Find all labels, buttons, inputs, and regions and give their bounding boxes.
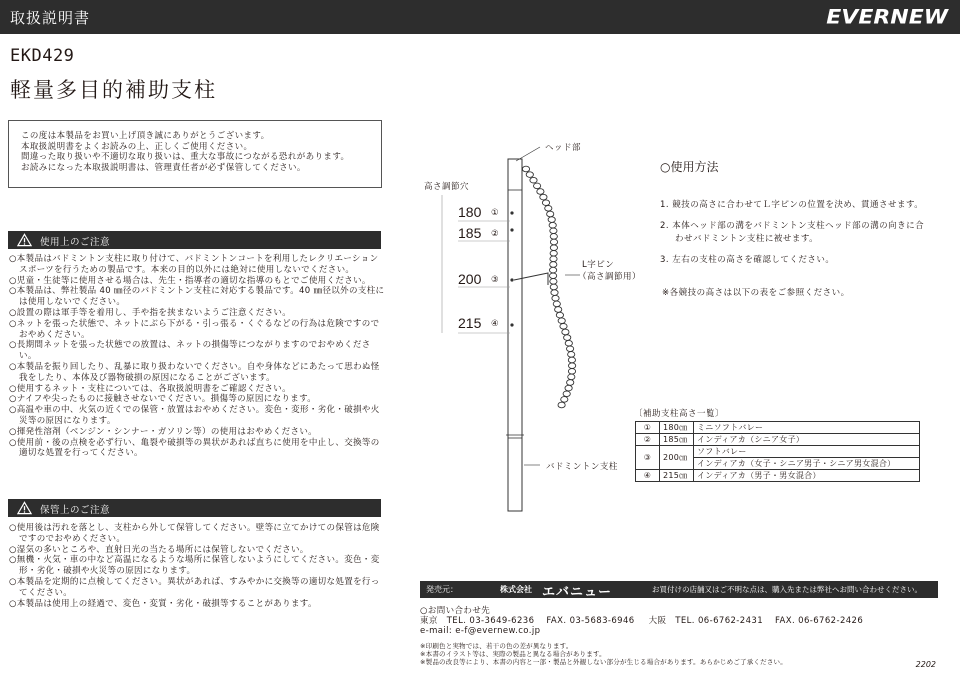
pin-sublabel: （高さ調節用）	[578, 272, 642, 282]
product-code: EKD429	[10, 46, 75, 66]
chain-bead	[545, 206, 552, 212]
chain-bead	[548, 217, 555, 223]
list-item: ○使用前・後の点検を必ず行い、亀裂や破損等の異状があれば直ちに使用を中止し、交換等の適切な処置を行ってください。	[9, 437, 380, 459]
chain-bead	[542, 200, 549, 206]
height-table	[635, 421, 920, 482]
table-cell: ソフトバレー	[694, 446, 920, 458]
chain-bead	[556, 312, 563, 318]
usage-step: 3. 左右の支柱の高さを確認してください。	[660, 255, 835, 265]
chain-bead	[534, 183, 541, 189]
chain-bead	[537, 189, 544, 195]
list-item: ○児童・生徒等に使用させる場合は、先生・指導者の適切な指導のもとでご使用ください。	[9, 275, 371, 286]
table-cell: インディアカ（シニア女子）	[694, 434, 920, 446]
table-row	[636, 446, 920, 458]
contact-phones	[420, 616, 940, 626]
table-cell: ①	[636, 422, 660, 434]
height-value: 185	[458, 225, 482, 241]
height-holes-label: 高さ調節穴	[424, 182, 470, 192]
header-bar	[0, 0, 960, 34]
table-cell: 200㎝	[660, 446, 694, 470]
height-value: 215	[458, 315, 482, 331]
chain-bead	[552, 295, 559, 301]
table-row	[636, 434, 920, 446]
usage-step: 1. 競技の高さに合わせてＬ字ピンの位置を決め、貫通させます。	[660, 200, 924, 210]
chain-bead	[563, 391, 570, 397]
chain-bead	[564, 335, 571, 341]
table-cell: 185㎝	[660, 434, 694, 446]
chain-bead	[550, 234, 557, 240]
table-cell: ④	[636, 470, 660, 482]
product-name: 軽量多目的補助支柱	[10, 78, 217, 102]
list-item: ○本製品はバドミントン支柱に取り付けて、バドミントンコートを利用したレクリエーションスポーツを行うための製品です。本来の目的以外には絶対に使用しないでください。	[9, 254, 379, 275]
chain-bead	[550, 251, 557, 257]
use-caution-heading: 使用上のご注意	[40, 237, 111, 248]
list-item: ○本製品を定期的に点検してください。異状があれば、すみやかに交換等の適切な処置を行ってください。	[9, 576, 380, 598]
intro-line: お読みになった本取扱説明書は、管理責任者が必ず保管してください。	[21, 162, 306, 173]
list-item: ○本製品は使用上の経過で、変色・変質・劣化・破損等することがあります。	[9, 598, 317, 609]
list-item: ○長期間ネットを張った状態での放置は、ネットの損傷等につながりますのでおやめください。	[9, 340, 371, 362]
list-item: ○使用後は汚れを落とし、支柱から外して保管してください。壁等に立てかけての保管は危険ですのでおやめください。	[9, 523, 380, 544]
chain-bead	[567, 380, 574, 386]
footer-note: ※印刷色と実物では、若干の色の差が異なります。	[420, 642, 573, 650]
storage-caution-list	[9, 523, 385, 609]
intro-box	[8, 120, 382, 188]
use-caution-list	[9, 254, 385, 459]
height-value: 180	[458, 204, 482, 220]
list-item: ○本製品は、弊社製品 40 ㎜径のバドミントン支柱に対応する製品です。40 ㎜径以外の支柱には使用しないでください。	[9, 286, 385, 308]
chain-bead	[558, 402, 565, 408]
footer-note: ※製品の改良等により、本書の内容と一部・製品と外観しない部分が生じる場合があります。あらかじめご了承ください。	[420, 658, 787, 666]
warning-icon	[17, 501, 32, 515]
support-post-diagram	[420, 135, 650, 515]
table-row	[636, 422, 920, 434]
footer-notes	[420, 642, 787, 666]
chain-bead	[565, 385, 572, 391]
chain-bead	[553, 301, 560, 307]
chain-bead	[547, 211, 554, 217]
list-item: ○揮発性溶剤（ベンジン・シンナー・ガソリン等）の使用はおやめください。	[9, 426, 318, 437]
chain-bead	[568, 357, 575, 363]
chain-bead	[550, 273, 557, 279]
chain-bead	[562, 329, 569, 335]
chain-bead	[568, 369, 575, 375]
usage-note: ※各競技の高さは以下の表をご参照ください。	[662, 288, 850, 298]
head-label: ヘッド部	[545, 143, 582, 153]
company-logo: エバニュー	[542, 585, 613, 600]
chain-bead	[530, 177, 537, 183]
usage-heading: ○使用方法	[660, 160, 719, 174]
contact-osaka: 大阪 TEL. 06-6762-2431 FAX. 06-6762-2426	[648, 616, 864, 626]
chain-bead	[550, 245, 557, 251]
chain-bead	[522, 166, 529, 172]
table-cell: インディアカ（男子・男女混合）	[694, 470, 920, 482]
chain-bead	[540, 194, 547, 200]
height-mark: ②	[491, 229, 500, 239]
chain-bead	[549, 222, 556, 228]
list-item: ○設置の際は軍手等を着用し、手や指を挟まないようご注意ください。	[9, 307, 292, 318]
chain-bead	[526, 172, 533, 178]
contact-section	[420, 606, 940, 636]
contact-tokyo: 東京 TEL. 03-3649-6236 FAX. 03-5683-6946	[420, 616, 635, 626]
chain-bead	[550, 262, 557, 268]
chain-bead	[550, 284, 557, 290]
table-cell: インディアカ（女子・シニア男子・シニア男女混合）	[694, 458, 920, 470]
storage-caution-header	[8, 499, 381, 517]
list-item: ○ナイフや尖ったものに接触させないでください。損傷等の原因になります。	[9, 394, 317, 405]
usage-step: わせバドミントン支柱に被せます。	[675, 234, 819, 244]
list-item: ○高温や車の中、火気の近くでの保管・放置はおやめください。変色・変形・劣化・破損や火災等の原因になります。	[9, 405, 380, 426]
footer-bar-note: お買付けの店舗又はご不明な点は、購入先または弊社へお問い合わせください。	[652, 585, 922, 594]
height-value: 200	[458, 271, 482, 287]
chain-bead	[560, 324, 567, 330]
table-cell: ②	[636, 434, 660, 446]
chain-bead	[550, 239, 557, 245]
contact-email: e-mail: e-f@evernew.co.jp	[420, 626, 541, 636]
usage-step: 2. 本体ヘッド部の溝をバドミントン支柱ヘッド部の溝の向きに合	[660, 221, 925, 231]
chain-bead	[551, 290, 558, 296]
storage-caution-heading: 保管上のご注意	[40, 505, 111, 516]
footer-note: ※本書のイラスト等は、実際の製品と異なる場合があります。	[420, 650, 606, 658]
intro-line: 間違った取り扱いや不適切な取り扱いは、重大な事故につながる恐れがあります。	[21, 152, 350, 162]
chain-bead	[558, 318, 565, 324]
seller-label: 発売元：	[426, 585, 458, 594]
chain-bead	[567, 346, 574, 352]
pin-label: L字ピン	[582, 260, 615, 270]
table-cell: ミニソフトバレー	[694, 422, 920, 434]
warning-icon	[17, 233, 32, 247]
company-prefix: 株式会社	[500, 585, 532, 594]
height-mark: ①	[491, 208, 500, 218]
list-item: ○使用するネット・支柱については、各取扱説明書をご確認ください。	[9, 383, 291, 394]
chain-bead	[550, 267, 557, 273]
chain-bead	[568, 352, 575, 358]
chain-bead	[565, 340, 572, 346]
chain-bead	[569, 363, 576, 369]
chain-bead	[550, 256, 557, 262]
intro-line: この度は本製品をお買い上げ頂き誠にありがとうございます。	[21, 131, 270, 141]
usage-section	[660, 158, 945, 300]
document-type-title: 取扱説明書	[10, 9, 91, 27]
height-table-title: 〔補助支柱高さ一覧〕	[634, 409, 725, 419]
intro-line: 本取扱説明書をよくお読みの上、正しくご使用ください。	[21, 141, 253, 152]
chain-bead	[555, 307, 562, 313]
table-row	[636, 470, 920, 482]
post-label: バドミントン支柱	[546, 462, 618, 472]
table-cell: ③	[636, 446, 660, 470]
height-mark: ④	[491, 319, 500, 329]
use-caution-header	[8, 231, 381, 249]
chain-bead	[568, 374, 575, 380]
list-item: ○湿気の多いところや、直射日光の当たる場所には保管しないでください。	[9, 544, 309, 555]
chain-bead	[561, 397, 568, 403]
brand-logo: EVERNEW	[826, 6, 948, 29]
table-cell: 180㎝	[660, 422, 694, 434]
contact-title: ○お問い合わせ先	[420, 606, 491, 616]
table-cell: 215㎝	[660, 470, 694, 482]
list-item: ○ネットを張った状態で、ネットにぶら下がる・引っ張る・くぐるなどの行為は危険ですのでおやめください。	[9, 318, 380, 340]
list-item: ○無機・火気・車の中など高温になるような場所に保管しないようにしてください。変色・変形・劣化・破損や火災等の原因になります。	[9, 555, 380, 577]
chain-bead	[550, 279, 557, 285]
chain-bead	[550, 228, 557, 234]
height-mark: ③	[491, 275, 500, 285]
page-number: 2202	[915, 660, 936, 669]
list-item: ○本製品を振り回したり、乱暴に取り扱わないでください。自や身体などにあたって思わぬ怪我をしたり、本体及び器物破損の原因になることがございます。	[9, 361, 380, 383]
footer-bar	[420, 581, 938, 598]
